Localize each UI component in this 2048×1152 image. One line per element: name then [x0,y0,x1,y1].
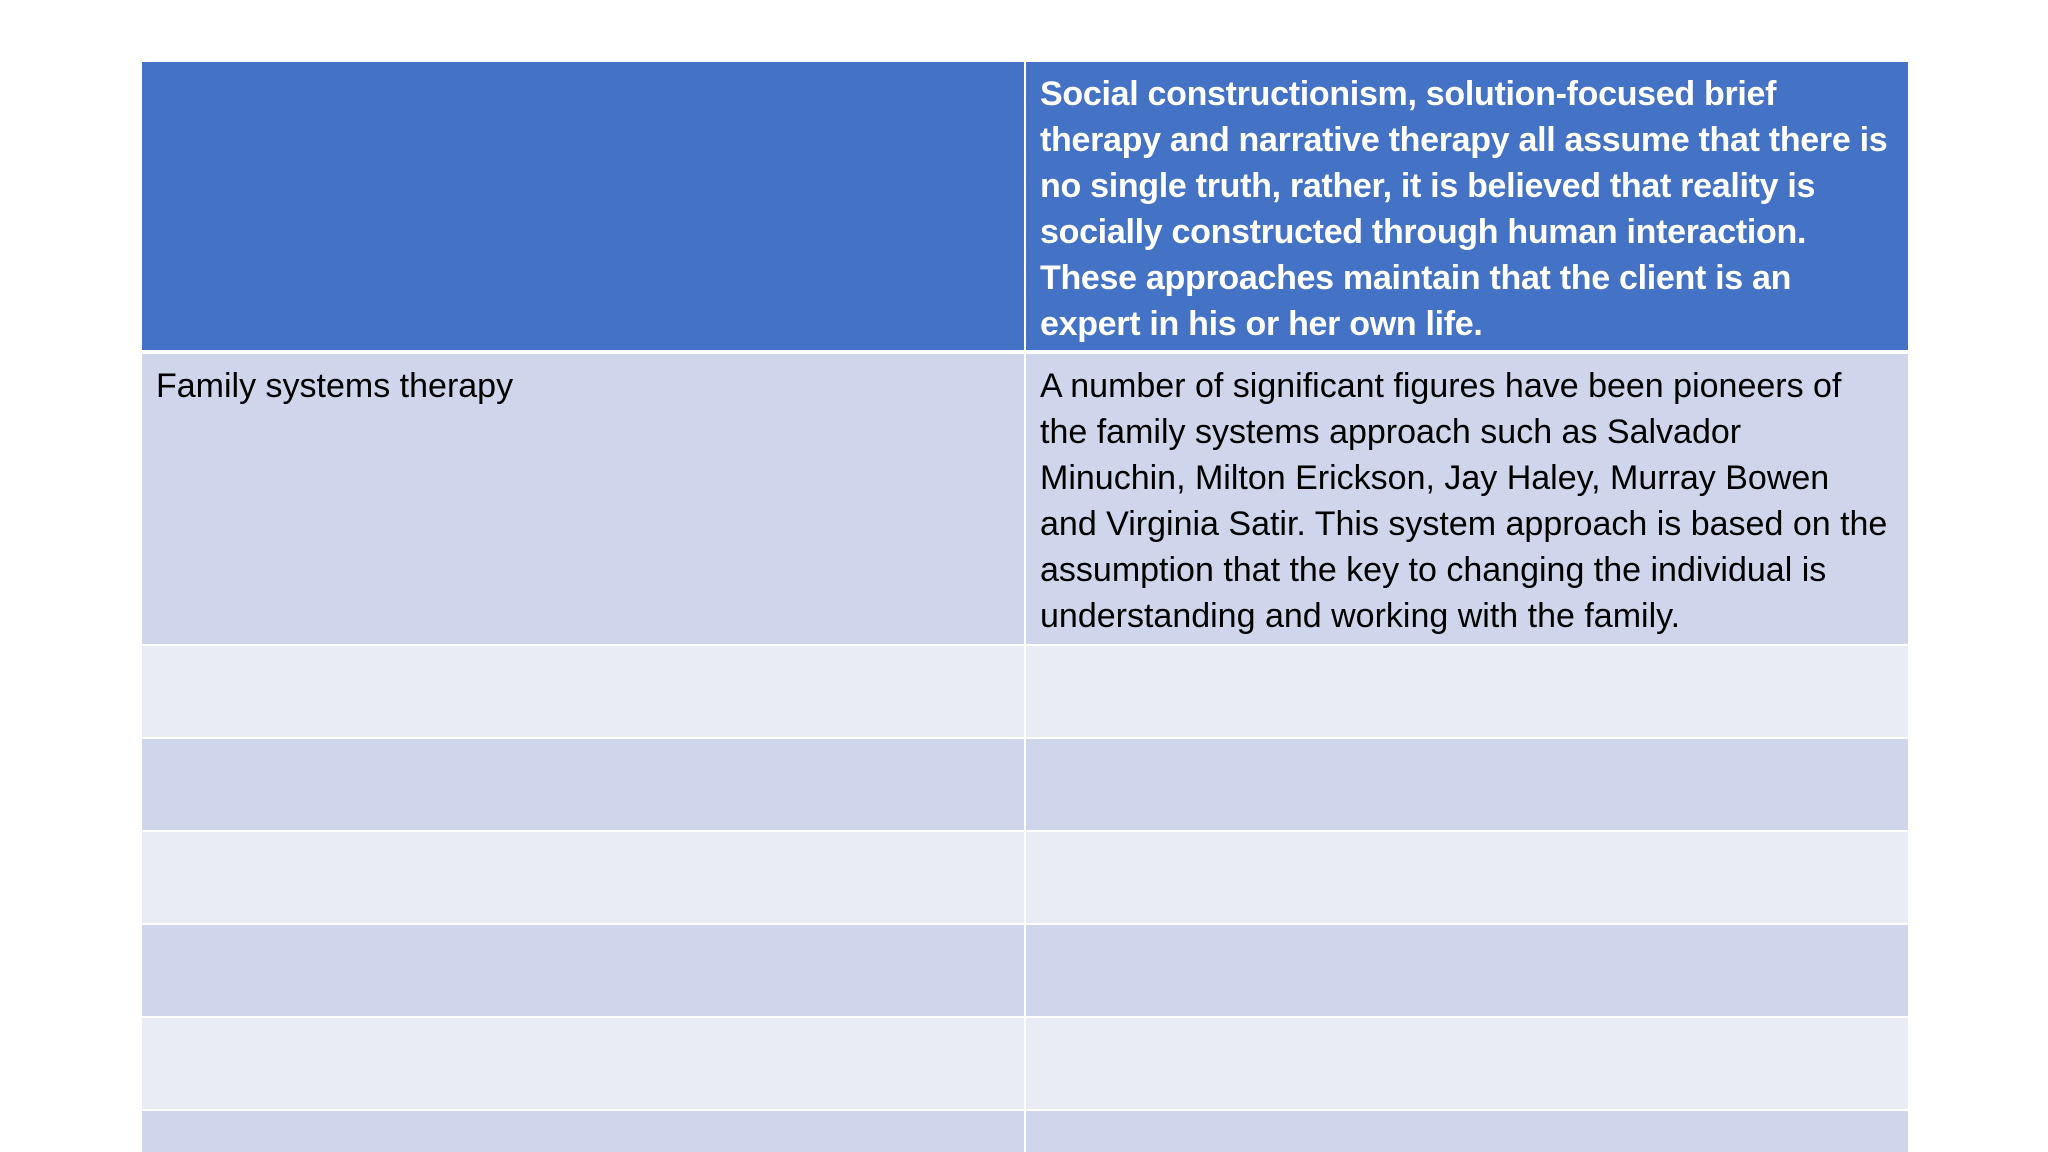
table-row [142,832,1908,925]
table-cell-description[interactable] [1026,925,1908,1016]
header-cell-1[interactable] [142,62,1026,350]
header-cell-2[interactable]: Social constructionism, solution-focused brief therapy and narrative therapy all assume that there is no single truth, rather, it is believed that reality is socially constructed through human interaction. These approaches maintain that the client is an expert in his or her own life. [1040,75,1888,343]
table-row [142,354,1908,646]
table-cell-approach[interactable]: Family systems therapy [142,354,1026,644]
table-row [142,925,1908,1018]
table-row [142,739,1908,832]
table-cell-description[interactable] [1026,1111,1908,1152]
table-cell-approach[interactable] [142,1018,1026,1109]
table-cell-description[interactable]: A number of significant figures have been pioneers of the family systems approach such as Salvador Minuchin, Milton Erickson, Jay Haley, Murray Bowen and Virginia Satir. This system approach is based on the assumption that the key to changing the individual is understanding and working with the family. [1040,367,1888,635]
comparison-table [142,62,1908,1152]
table-cell-description[interactable] [1026,1018,1908,1109]
table-cell-description[interactable] [1026,646,1908,737]
table-header-row [142,62,1908,354]
table-cell-approach[interactable] [142,925,1026,1016]
table-cell-description[interactable] [1026,739,1908,830]
table-cell-approach[interactable] [142,1111,1026,1152]
table-row [142,1018,1908,1111]
table-cell-approach[interactable] [142,739,1026,830]
table-cell-approach[interactable] [142,646,1026,737]
table-cell-approach[interactable] [142,832,1026,923]
table-row [142,1111,1908,1152]
table-row [142,646,1908,739]
table-cell-description[interactable] [1026,832,1908,923]
